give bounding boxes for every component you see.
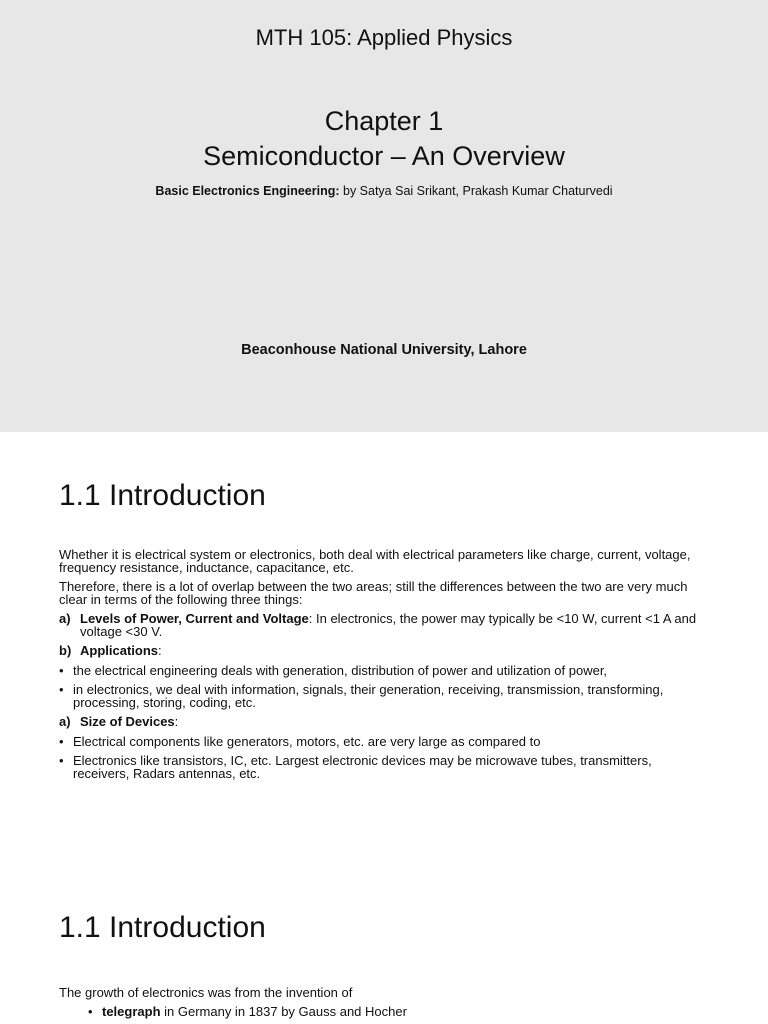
bullet-icon: • [59, 733, 64, 749]
slide-heading: 1.1 Introduction [59, 911, 266, 944]
list-item-text: : [174, 714, 179, 729]
intro-paragraph-1: Whether it is electrical system or electronics, both deal with electrical parameters like charge, current, voltage, frequency resistance, inductance, capacitance, etc. [59, 547, 691, 575]
intro-paragraph-2: Therefore, there is a lot of overlap between the two areas; still the differences between the two are very much clear in terms of the following three things: [59, 579, 688, 607]
list-item-label: Size of Devices [80, 714, 175, 729]
chapter-title: Semiconductor – An Overview [203, 141, 565, 171]
bullet-text: in electronics, we deal with information, signals, their generation, receiving, transmission, transforming, processing, storing, coding, etc. [73, 682, 664, 710]
bullet-text: Electrical components like generators, motors, etc. are very large as compared to [73, 733, 541, 749]
bullet-icon: • [88, 1004, 93, 1019]
slide-heading: 1.1 Introduction [59, 479, 266, 512]
intro-paragraph: The growth of electronics was from the invention of [59, 985, 353, 1000]
bullet-item [59, 733, 709, 749]
list-marker: b) [59, 643, 72, 658]
list-marker: a) [59, 714, 71, 729]
bullet-icon: • [59, 682, 64, 697]
bullet-item [59, 684, 709, 709]
slide-body [59, 549, 709, 787]
list-item-label: Applications [80, 643, 159, 658]
list-item-label: Levels of Power, Current and Voltage [80, 611, 309, 626]
title-slide [0, 0, 768, 432]
bullet-item [59, 662, 709, 678]
reference-line [0, 183, 768, 199]
slide-body [59, 984, 709, 1021]
list-marker: a) [59, 611, 71, 626]
chapter-number: Chapter 1 [324, 106, 444, 136]
bullet-text: in Germany in 1837 by Gauss and Hocher [160, 1004, 407, 1019]
bullet-term: telegraph [102, 1004, 161, 1019]
course-title: MTH 105: Applied Physics [255, 25, 513, 50]
bullet-item [59, 755, 709, 780]
bullet-icon: • [59, 753, 64, 768]
list-item-power-levels [59, 613, 709, 638]
list-item-text: : In electronics, the power may typically be <10 W, current <1 A and voltage <30 V. [80, 611, 697, 639]
list-item-device-size [59, 716, 709, 729]
bullet-text: Electronics like transistors, IC, etc. Largest electronic devices may be microwave tubes, transmitters, receivers, Radars antennas, etc. [73, 753, 652, 781]
intro-slide-2 [0, 866, 768, 1024]
reference-book-title: Basic Electronics Engineering: [155, 184, 340, 198]
reference-authors: by Satya Sai Srikant, Prakash Kumar Chaturvedi [339, 184, 613, 198]
list-item-applications [59, 645, 709, 658]
bullet-text: the electrical engineering deals with generation, distribution of power and utilization of power, [73, 662, 608, 678]
university-name: Beaconhouse National University, Lahore [241, 342, 527, 358]
intro-slide [0, 432, 768, 866]
bullet-item-telegraph [59, 1003, 709, 1021]
list-item-text: : [158, 643, 162, 658]
bullet-icon: • [59, 662, 64, 678]
